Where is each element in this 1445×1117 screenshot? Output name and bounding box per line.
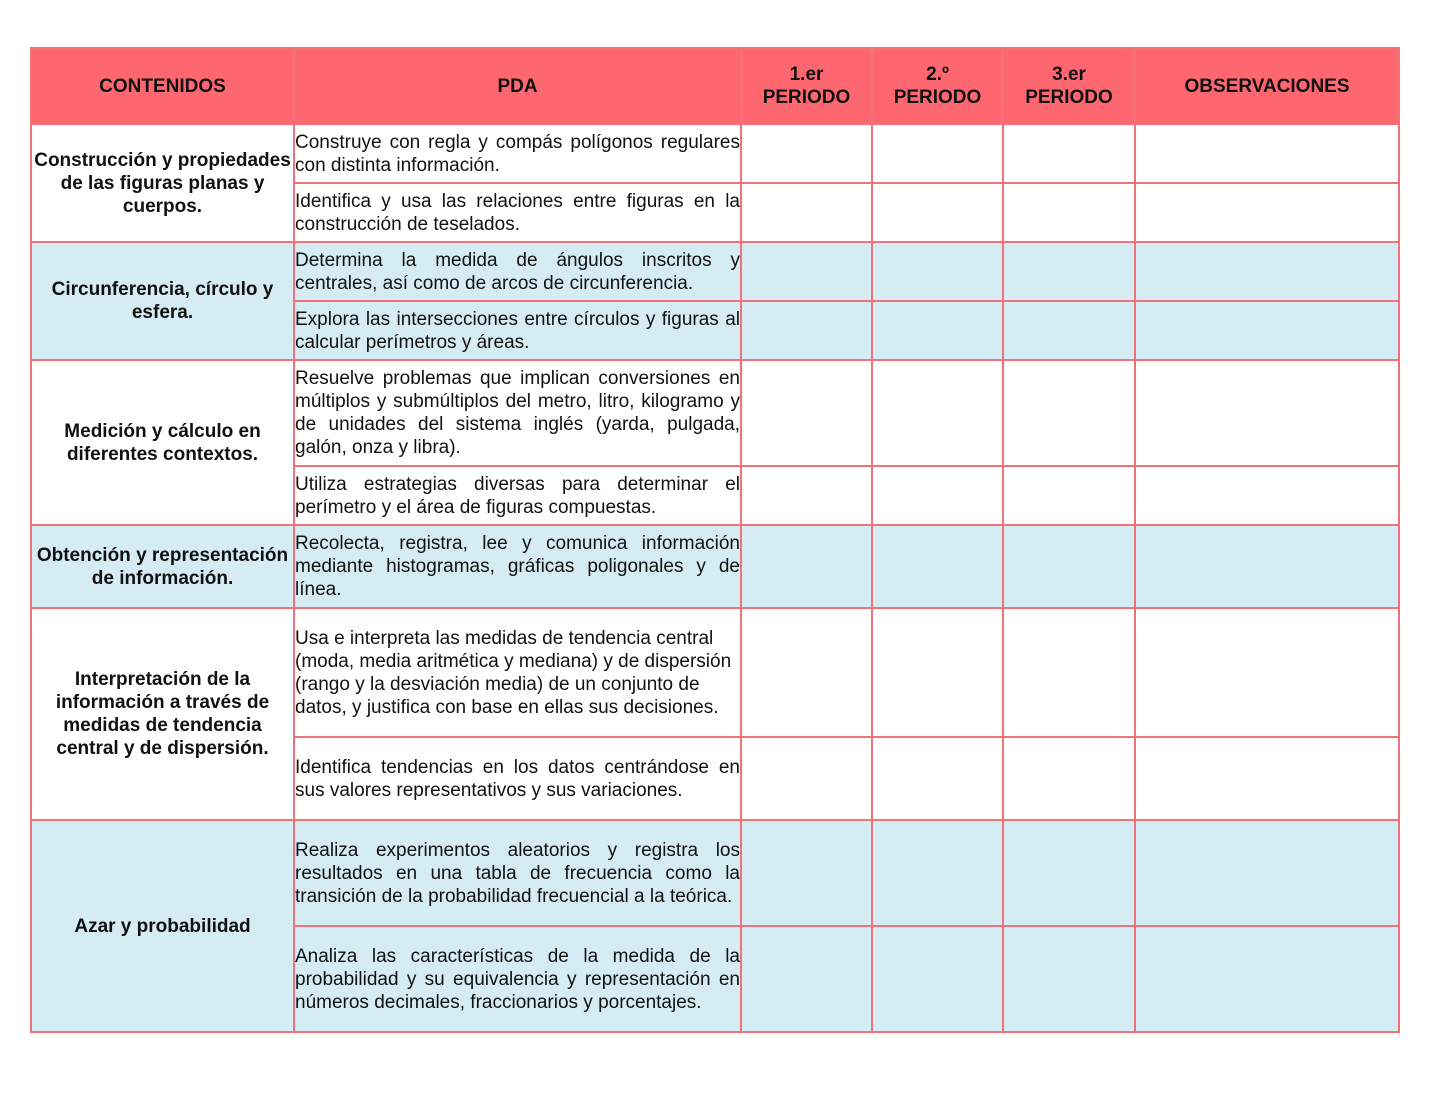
observaciones-cell[interactable] — [1135, 466, 1399, 525]
observaciones-cell[interactable] — [1135, 525, 1399, 608]
periodo-1-cell[interactable] — [741, 926, 872, 1032]
periodo-3-cell[interactable] — [1003, 360, 1135, 466]
table-row — [31, 820, 1399, 926]
contenido-cell: Circunferencia, círculo y esfera. — [31, 242, 294, 360]
periodo-2-cell[interactable] — [872, 242, 1003, 301]
periodo-3-cell[interactable] — [1003, 737, 1135, 820]
observaciones-cell[interactable] — [1135, 360, 1399, 466]
pda-cell: Construye con regla y compás polígonos regulares con distinta información. — [294, 124, 741, 183]
periodo-3-cell[interactable] — [1003, 242, 1135, 301]
header-row — [31, 48, 1399, 124]
contenido-cell: Obtención y representación de información. — [31, 525, 294, 608]
header-contenidos: CONTENIDOS — [31, 48, 294, 124]
header-periodo-2: 2.º PERIODO — [872, 48, 1003, 124]
observaciones-cell[interactable] — [1135, 737, 1399, 820]
contenido-cell: Medición y cálculo en diferentes contextos. — [31, 360, 294, 525]
periodo-1-cell[interactable] — [741, 124, 872, 183]
periodo-2-cell[interactable] — [872, 466, 1003, 525]
contenido-cell: Construcción y propiedades de las figuras planas y cuerpos. — [31, 124, 294, 242]
periodo-2-cell[interactable] — [872, 301, 1003, 360]
periodo-2-cell[interactable] — [872, 737, 1003, 820]
observaciones-cell[interactable] — [1135, 926, 1399, 1032]
periodo-1-cell[interactable] — [741, 301, 872, 360]
periodo-3-cell[interactable] — [1003, 525, 1135, 608]
table-row — [31, 124, 1399, 183]
pda-cell: Identifica tendencias en los datos centrándose en sus valores representativos y sus variaciones. — [294, 737, 741, 820]
header-observaciones: OBSERVACIONES — [1135, 48, 1399, 124]
pda-cell: Recolecta, registra, lee y comunica información mediante histogramas, gráficas poligonales y de línea. — [294, 525, 741, 608]
pda-cell: Explora las intersecciones entre círculos y figuras al calcular perímetros y áreas. — [294, 301, 741, 360]
table-row — [31, 360, 1399, 466]
periodo-1-cell[interactable] — [741, 360, 872, 466]
pda-cell: Identifica y usa las relaciones entre figuras en la construcción de teselados. — [294, 183, 741, 242]
contenido-cell: Interpretación de la información a través de medidas de tendencia central y de dispersión. — [31, 608, 294, 820]
pda-cell: Resuelve problemas que implican conversiones en múltiplos y submúltiplos del metro, litro, kilogramo y de unidades del sistema inglés (yarda, pulgada, galón, onza y libra). — [294, 360, 741, 466]
periodo-2-cell[interactable] — [872, 820, 1003, 926]
header-periodo-3: 3.er PERIODO — [1003, 48, 1135, 124]
periodo-2-cell[interactable] — [872, 183, 1003, 242]
header-periodo-1: 1.er PERIODO — [741, 48, 872, 124]
pda-cell: Utiliza estrategias diversas para determinar el perímetro y el área de figuras compuestas. — [294, 466, 741, 525]
pda-cell: Usa e interpreta las medidas de tendencia central (moda, media aritmética y mediana) y de dispersión (rango y la desviación media) de un conjunto de datos, y justifica con base en ellas sus decisiones. — [294, 608, 741, 737]
periodo-1-cell[interactable] — [741, 820, 872, 926]
observaciones-cell[interactable] — [1135, 301, 1399, 360]
table-row — [31, 608, 1399, 737]
periodo-3-cell[interactable] — [1003, 926, 1135, 1032]
periodo-2-cell[interactable] — [872, 525, 1003, 608]
contenido-cell: Azar y probabilidad — [31, 820, 294, 1032]
periodo-2-cell[interactable] — [872, 926, 1003, 1032]
observaciones-cell[interactable] — [1135, 242, 1399, 301]
periodo-1-cell[interactable] — [741, 737, 872, 820]
pda-cell: Realiza experimentos aleatorios y registra los resultados en una tabla de frecuencia como la transición de la probabilidad frecuencial a la teórica. — [294, 820, 741, 926]
pda-cell: Determina la medida de ángulos inscritos y centrales, así como de arcos de circunferencia. — [294, 242, 741, 301]
pda-cell: Analiza las características de la medida de la probabilidad y su equivalencia y representación en números decimales, fraccionarios y porcentajes. — [294, 926, 741, 1032]
observaciones-cell[interactable] — [1135, 183, 1399, 242]
observaciones-cell[interactable] — [1135, 608, 1399, 737]
observaciones-cell[interactable] — [1135, 124, 1399, 183]
periodo-1-cell[interactable] — [741, 608, 872, 737]
table-row — [31, 525, 1399, 608]
periodo-1-cell[interactable] — [741, 466, 872, 525]
periodo-1-cell[interactable] — [741, 242, 872, 301]
periodo-3-cell[interactable] — [1003, 466, 1135, 525]
periodo-3-cell[interactable] — [1003, 183, 1135, 242]
table-row — [31, 242, 1399, 301]
observaciones-cell[interactable] — [1135, 820, 1399, 926]
periodo-2-cell[interactable] — [872, 360, 1003, 466]
periodo-3-cell[interactable] — [1003, 301, 1135, 360]
periodo-2-cell[interactable] — [872, 608, 1003, 737]
periodo-3-cell[interactable] — [1003, 608, 1135, 737]
planning-table — [30, 47, 1400, 1033]
header-pda: PDA — [294, 48, 741, 124]
periodo-2-cell[interactable] — [872, 124, 1003, 183]
periodo-3-cell[interactable] — [1003, 124, 1135, 183]
periodo-1-cell[interactable] — [741, 183, 872, 242]
periodo-3-cell[interactable] — [1003, 820, 1135, 926]
periodo-1-cell[interactable] — [741, 525, 872, 608]
